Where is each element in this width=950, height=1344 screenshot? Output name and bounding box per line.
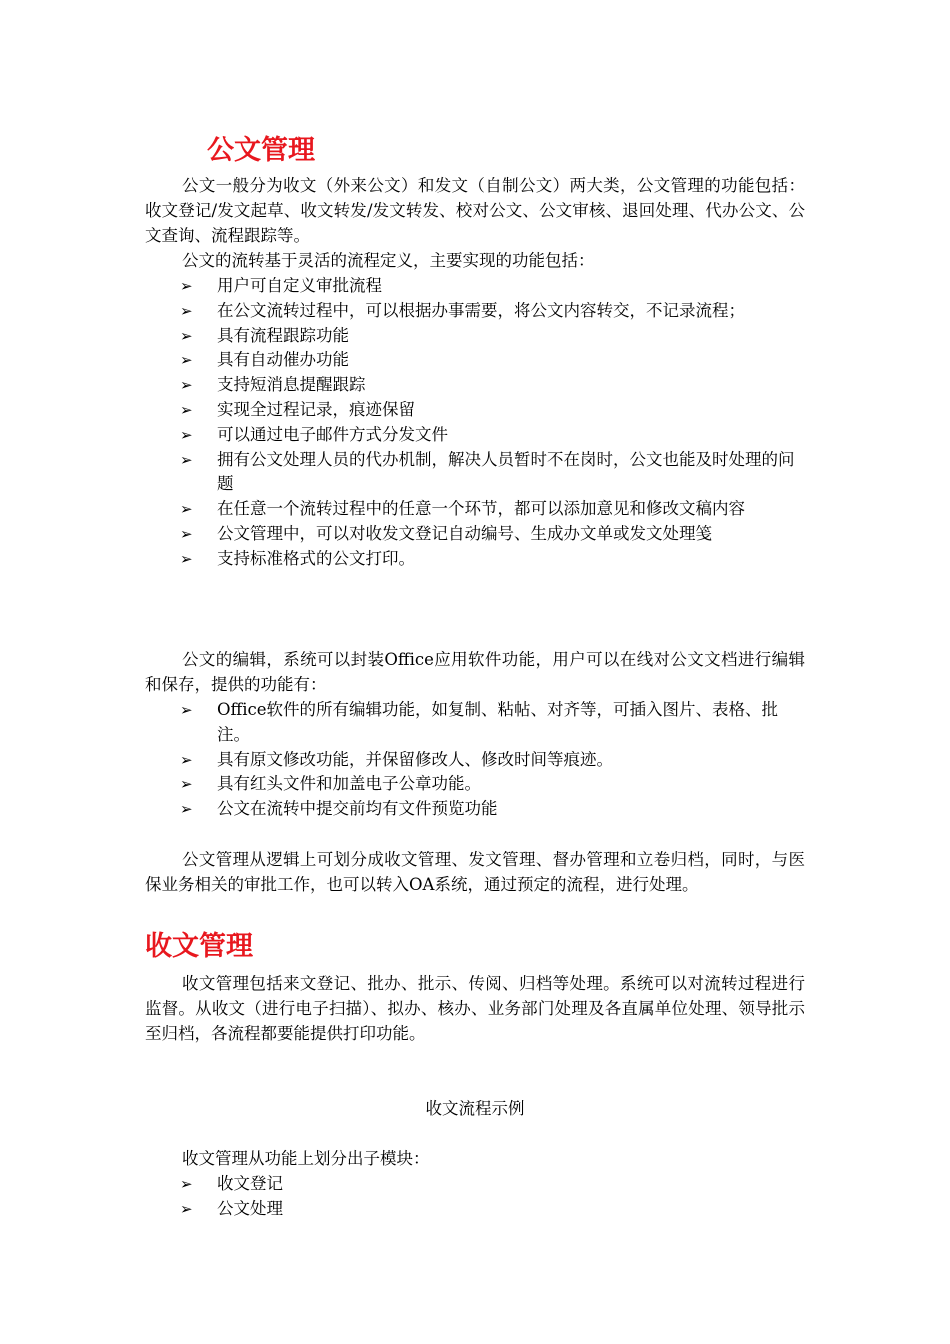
list-item	[180, 348, 805, 373]
list-item	[180, 1197, 805, 1222]
list-item-text: 可以通过电子邮件方式分发文件	[217, 424, 448, 444]
arrow-bullet-icon: ➢	[180, 450, 193, 469]
flow-feature-list	[180, 274, 805, 572]
arrow-bullet-icon: ➢	[180, 1175, 193, 1193]
arrow-bullet-icon: ➢	[180, 301, 193, 320]
module-intro-paragraph: 收文管理从功能上划分出子模块：	[182, 1149, 430, 1168]
list-item	[180, 398, 805, 423]
arrow-bullet-icon: ➢	[180, 775, 193, 794]
list-item	[180, 547, 805, 572]
arrow-bullet-icon: ➢	[180, 326, 193, 345]
list-item-text: 具有自动催办功能	[217, 350, 349, 370]
list-item-text: 实现全过程记录，痕迹保留	[217, 399, 415, 419]
list-item-text: 拥有公文处理人员的代办机制，解决人员暂时不在岗时，公文也能及时处理的问题	[217, 449, 795, 494]
list-item-text: 在公文流转过程中，可以根据办事需要，将公文内容转交，不记录流程；	[217, 300, 745, 320]
list-item-text: 在任意一个流转过程中的任意一个环节，都可以添加意见和修改文稿内容	[217, 499, 745, 519]
list-item	[180, 497, 805, 522]
list-item-text: 收文登记	[217, 1174, 283, 1193]
arrow-bullet-icon: ➢	[180, 524, 193, 543]
arrow-bullet-icon: ➢	[180, 425, 193, 444]
arrow-bullet-icon: ➢	[180, 500, 193, 519]
list-item-text: 支持短消息提醒跟踪	[217, 375, 366, 395]
module-list	[180, 1172, 805, 1222]
list-item-text: 公文处理	[217, 1198, 283, 1218]
arrow-bullet-icon: ➢	[180, 701, 193, 719]
list-item-text: 具有红头文件和加盖电子公章功能。	[217, 774, 481, 794]
arrow-bullet-icon: ➢	[180, 376, 193, 395]
list-item-text: 用户可自定义审批流程	[217, 276, 382, 295]
list-item-text: 具有流程跟踪功能	[217, 325, 349, 345]
list-item	[180, 797, 805, 822]
list-item	[180, 324, 805, 349]
arrow-bullet-icon: ➢	[180, 800, 193, 819]
edit-feature-list	[180, 698, 805, 822]
list-item	[180, 448, 805, 498]
list-item	[180, 274, 805, 299]
arrow-bullet-icon: ➢	[180, 549, 193, 568]
logic-paragraph: 公文管理从逻辑上可划分成收文管理、发文管理、督办管理和立卷归档，同时，与医保业务相关的审批工作，也可以转入OA系统，通过预定的流程，进行处理。	[145, 850, 805, 894]
list-item	[180, 299, 805, 324]
list-item	[180, 698, 805, 748]
arrow-bullet-icon: ➢	[180, 1199, 193, 1218]
edit-intro-paragraph: 公文的编辑，系统可以封装Office应用软件功能，用户可以在线对公文文档进行编辑和保存，提供的功能有：	[145, 650, 805, 694]
section-title-document-management: 公文管理	[207, 135, 315, 166]
arrow-bullet-icon: ➢	[180, 400, 193, 419]
section-title-receive-management: 收文管理	[145, 931, 253, 962]
list-item	[180, 423, 805, 448]
list-item-text: Office软件的所有编辑功能，如复制、粘帖、对齐等，可插入图片、表格、批注。	[217, 700, 779, 744]
arrow-bullet-icon: ➢	[180, 277, 193, 295]
figure-caption: 收文流程示例	[425, 1099, 525, 1118]
list-item	[180, 748, 805, 773]
list-item	[180, 522, 805, 547]
arrow-bullet-icon: ➢	[180, 351, 193, 370]
list-item-text: 公文管理中，可以对收发文登记自动编号、生成办文单或发文处理笺	[217, 523, 712, 543]
intro-paragraph: 公文一般分为收文（外来公文）和发文（自制公文）两大类，公文管理的功能包括：收文登记/发文起草、收文转发/发文转发、校对公文、公文审核、退回处理、代办公文、公文查询、流程跟踪等。	[145, 176, 805, 245]
list-item	[180, 772, 805, 797]
flow-intro-paragraph: 公文的流转基于灵活的流程定义，主要实现的功能包括：	[182, 251, 595, 270]
list-item	[180, 373, 805, 398]
list-item-text: 具有原文修改功能，并保留修改人、修改时间等痕迹。	[217, 749, 613, 769]
arrow-bullet-icon: ➢	[180, 750, 193, 769]
list-item-text: 支持标准格式的公文打印。	[217, 548, 415, 568]
list-item-text: 公文在流转中提交前均有文件预览功能	[217, 799, 498, 819]
receive-paragraph: 收文管理包括来文登记、批办、批示、传阅、归档等处理。系统可以对流转过程进行监督。从收文（进行电子扫描）、拟办、核办、业务部门处理及各直属单位处理、领导批示至归档，各流程都要能提供打印功能。	[145, 974, 805, 1043]
list-item	[180, 1172, 805, 1197]
